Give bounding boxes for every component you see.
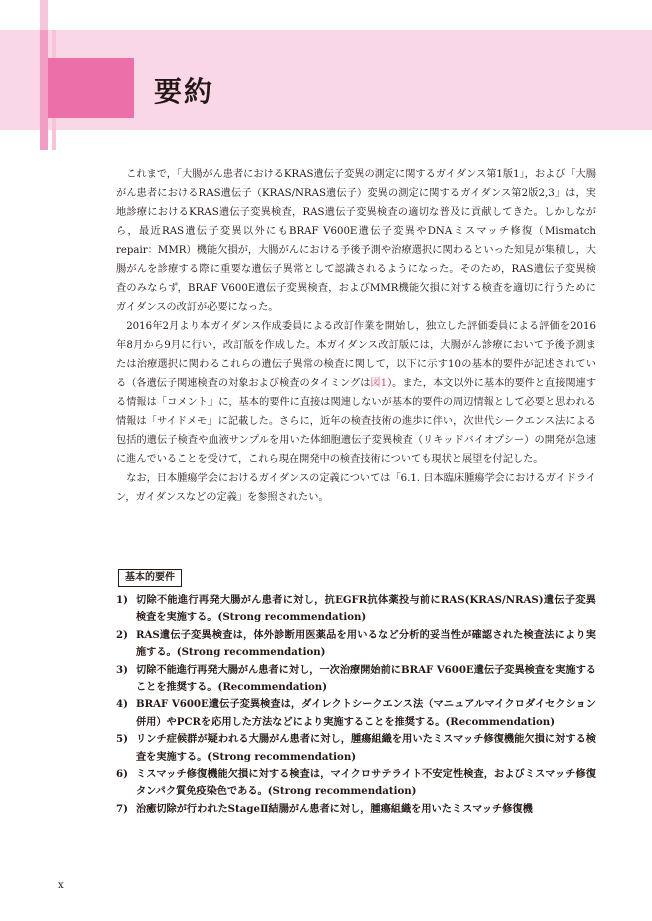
requirement-text: 切除不能進行再発大腸がん患者に対し，一次治療開始前にBRAF V600E遺伝子変異検査を実施することを推奨する。(Recommendation) [136, 663, 596, 694]
requirement-text: BRAF V600E遺伝子変異検査は，ダイレクトシークエンス法（マニュアルマイクロダイセクション併用）やPCRを応用した方法などにより実施することを推奨する。(Recommendation) [136, 698, 596, 728]
requirement-item [116, 592, 596, 627]
paragraph-2 [116, 317, 596, 469]
paragraph-1: これまで，「大腸がん患者におけるKRAS遺伝子変異の測定に関するガイダンス第1版1」，および「大腸がん患者におけるRAS遺伝子（KRAS/NRAS遺伝子）変異の測定に関するガイダンス第2版2,3」は，実地診療におけるKRAS遺伝子変異検査，RAS遺伝子変異検査の適切な普及に貢献してきた。しかしながら，最近RAS遺伝子変異以外にもBRAF V600E遺伝子変異やDNAミスマッチ修復（Mismatch repair：MMR）機能欠損が，大腸がんにおける予後予測や治療選択に関わるといった知見が集積し，大腸がんを診療する際に重要な遺伝子異常として認識されるようになった。そのため，RAS遺伝子変異検査のみならず，BRAF V600E遺伝子変異検査，およびMMR機能欠損に対する検査を適切に行うためにガイダンスの改訂が必要になった。 [116, 169, 596, 313]
page-number: x [58, 880, 64, 891]
paragraph-2-before: 2016年2月より本ガイダンス作成委員による改訂作業を開始し，独立した評価委員による評価を2016年8月から9月に行い，改訂版を作成した。本ガイダンス改訂版には，大腸がん診療において予後予測または治療選択に関わるこれらの遺伝子異常の検査に関して，以下に示す10の基本的要件が記述されている（各遺伝子関連検査の対象および検査のタイミングは [116, 321, 596, 389]
requirement-item [116, 731, 596, 766]
header-accent-block [48, 58, 134, 118]
requirement-text: ミスマッチ修復機能欠損に対する検査は，マイクロサテライト不安定性検査，およびミスマッチ修復タンパク質免疫染色である。(Strong recommendation) [136, 768, 596, 798]
requirement-text: RAS遺伝子変異検査は，体外診断用医薬品を用いるなど分析的妥当性が確認された検査法により実施する。(Strong recommendation) [136, 628, 596, 659]
requirement-number: 2) [116, 628, 128, 641]
requirement-number: 5) [116, 733, 128, 746]
paragraph-2-after: ）。また，本文以外に基本的要件と直接関連する情報は「コメント」に，基本的要件に直接は関連しないが基本的要件の周辺情報として必要と思われる情報は「サイドメモ」に記載した。さらに，近年の検査技術の進歩に伴い，次世代シークエンス法による包括的遺伝子検査や血液サンプルを用いた体細胞遺伝子変異検査（リキッドバイオプシー）の開発が急速に進んでいることを受けて，これら現在開発中の検査技術についても現状と展望を付記した。 [116, 378, 597, 465]
requirement-item [116, 696, 596, 731]
requirement-text: リンチ症候群が疑われる大腸がん患者に対し，腫瘍組織を用いたミスマッチ修復機能欠損に対する検査を実施する。(Strong recommendation) [136, 733, 596, 763]
requirement-number: 7) [116, 802, 128, 815]
requirement-number: 4) [116, 698, 128, 711]
paragraph-3: なお，日本腫瘍学会におけるガイダンスの定義については「6.1. 日本臨床腫瘍学会におけるガイドライン，ガイダンスなどの定義」を参照されたい。 [116, 473, 596, 503]
requirement-item [116, 627, 596, 662]
requirements-list [116, 592, 596, 818]
requirement-number: 3) [116, 663, 128, 676]
header-accent-bar [40, 30, 48, 150]
requirement-item [116, 766, 596, 801]
requirement-text: 治癒切除が行われたStageⅡ結腸がん患者に対し，腫瘍組織を用いたミスマッチ修復機 [136, 802, 533, 815]
page-title: 要約 [154, 75, 215, 108]
summary-body [116, 165, 596, 507]
requirements-header: 基本的要件 [118, 569, 182, 587]
figure-1-link[interactable]: 図1 [370, 378, 388, 389]
requirement-text: 切除不能進行再発大腸がん患者に対し，抗EGFR抗体薬投与前にRAS(KRAS/NRAS)遺伝子変異検査を実施する。(Strong recommendation) [136, 594, 596, 624]
requirement-number: 6) [116, 768, 128, 781]
requirement-number: 1) [116, 594, 128, 606]
requirement-item [116, 801, 596, 818]
header-accent-bar-top [40, 0, 48, 30]
requirement-item [116, 662, 596, 697]
